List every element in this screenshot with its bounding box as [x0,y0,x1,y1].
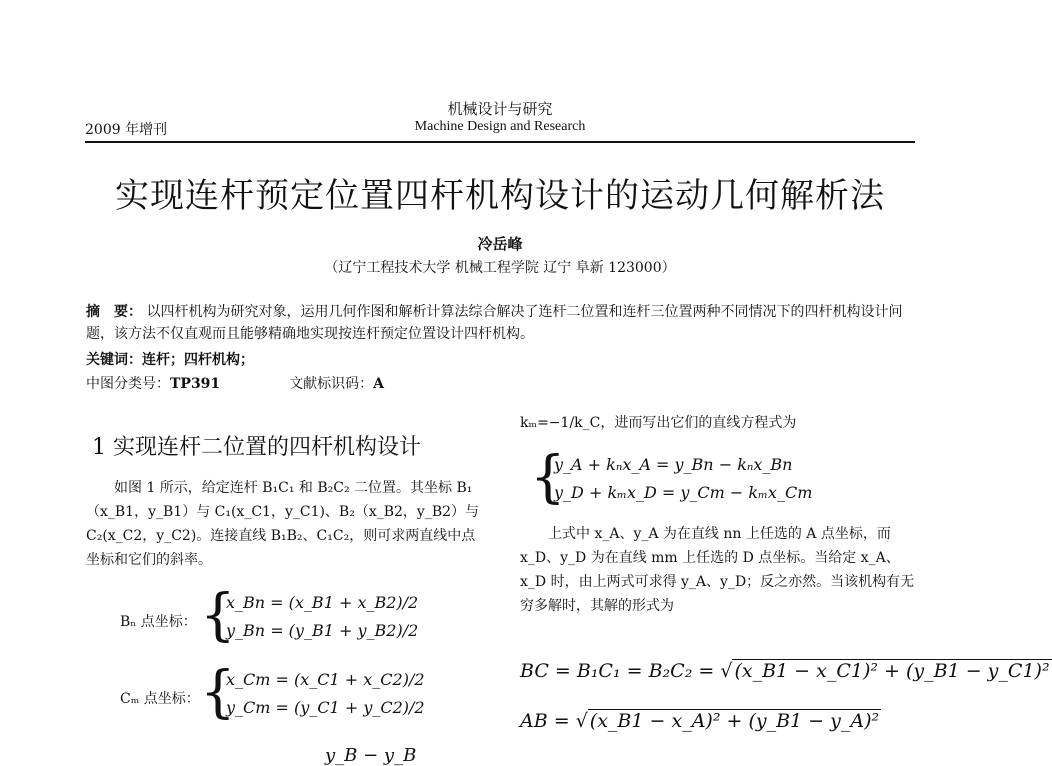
slope-intro: kₘ=−1/k_C，进而写出它们的直线方程式为 [520,415,797,431]
sqrt-icon: √ [720,660,733,682]
sqrt-icon: √ [575,710,588,732]
bn-label: Bₙ 点坐标： [120,614,197,630]
bn-y-equation: y_Bn = (y_B1 + y_B2)/2 [226,621,419,640]
abstract-text: 以四杆机构为研究对象，运用几何作图和解析计算法综合解决了连杆二位置和连杆三位置两种不同情况下的四杆机构设计问题，该方法不仅直观而且能够精确地实现按连杆预定位置设计四杆机构。 [86,304,903,342]
brace-icon: { [200,583,236,648]
journal-title-en: Machine Design and Research [414,119,586,134]
bn-x-equation: x_Bn = (x_B1 + x_B2)/2 [226,593,419,612]
cutoff-equation: y_B − y_B [325,745,417,766]
bc-equation [520,660,1052,682]
keywords [86,349,254,371]
keywords-text: 连杆；四杆机构； [142,352,254,368]
bc-lhs: BC = B₁C₁ = B₂C₂ = [520,660,721,682]
classification-label: 中图分类号： [86,376,170,392]
right-paragraph: 上式中 x_A、y_A 为在直线 nn 上任选的 A 点坐标，而 x_D、y_D 为在直线 mm 上任选的 D 点坐标。当给定 x_A、x_D 时，由上两式可求得 y_A、y_D；反之亦然。当该机构有无穷多解时，其解的形式为 [520,526,915,614]
cm-y-equation: y_Cm = (y_C1 + y_C2)/2 [226,698,425,717]
cm-label: Cₘ 点坐标： [120,691,200,707]
bc-rhs: (x_B1 − x_C1)² + (y_B1 − y_C1)² [734,660,1050,682]
ab-rhs: (x_B1 − x_A)² + (y_B1 − y_A)² [589,710,880,732]
doc-code-label: 文献标识码： [289,376,374,392]
doc-code-value: A [373,376,384,392]
header-rule [85,141,915,143]
author: 冷岳峰 [477,235,523,253]
ab-equation [520,710,881,732]
brace-icon: { [530,445,566,510]
abstract [86,301,906,345]
brace-icon: { [200,660,236,725]
line-equation-2: y_D + kₘx_D = y_Cm − kₘx_Cm [554,483,813,502]
paper-title: 实现连杆预定位置四杆机构设计的运动几何解析法 [115,176,885,216]
line-equation-1: y_A + kₙx_A = y_Bn − kₙx_Bn [554,455,793,474]
section-1-heading: 1 实现连杆二位置的四杆机构设计 [92,435,421,460]
ab-lhs: AB = [520,710,576,732]
journal-title-cn: 机械设计与研究 [447,100,553,118]
section-1-paragraph: 如图 1 所示，给定连杆 B₁C₁ 和 B₂C₂ 二位置。其坐标 B₁（x_B1，y_B1）与 C₁(x_C1，y_C1)、B₂（x_B2，y_B2）与 C₂(x_C2，y_C2)。连接直线 B₁B₂、C₁C₂，则可求两直线中点坐标和它们的斜率。 [86,480,480,568]
classification [86,373,384,395]
keywords-label: 关键词： [86,352,142,368]
affiliation: （辽宁工程技术大学 机械工程学院 辽宁 阜新 123000） [324,260,676,276]
abstract-label: 摘 要： [86,304,142,320]
cm-x-equation: x_Cm = (x_C1 + x_C2)/2 [226,670,425,689]
issue-label: 2009 年增刊 [85,122,168,138]
classification-value: TP391 [170,376,221,392]
